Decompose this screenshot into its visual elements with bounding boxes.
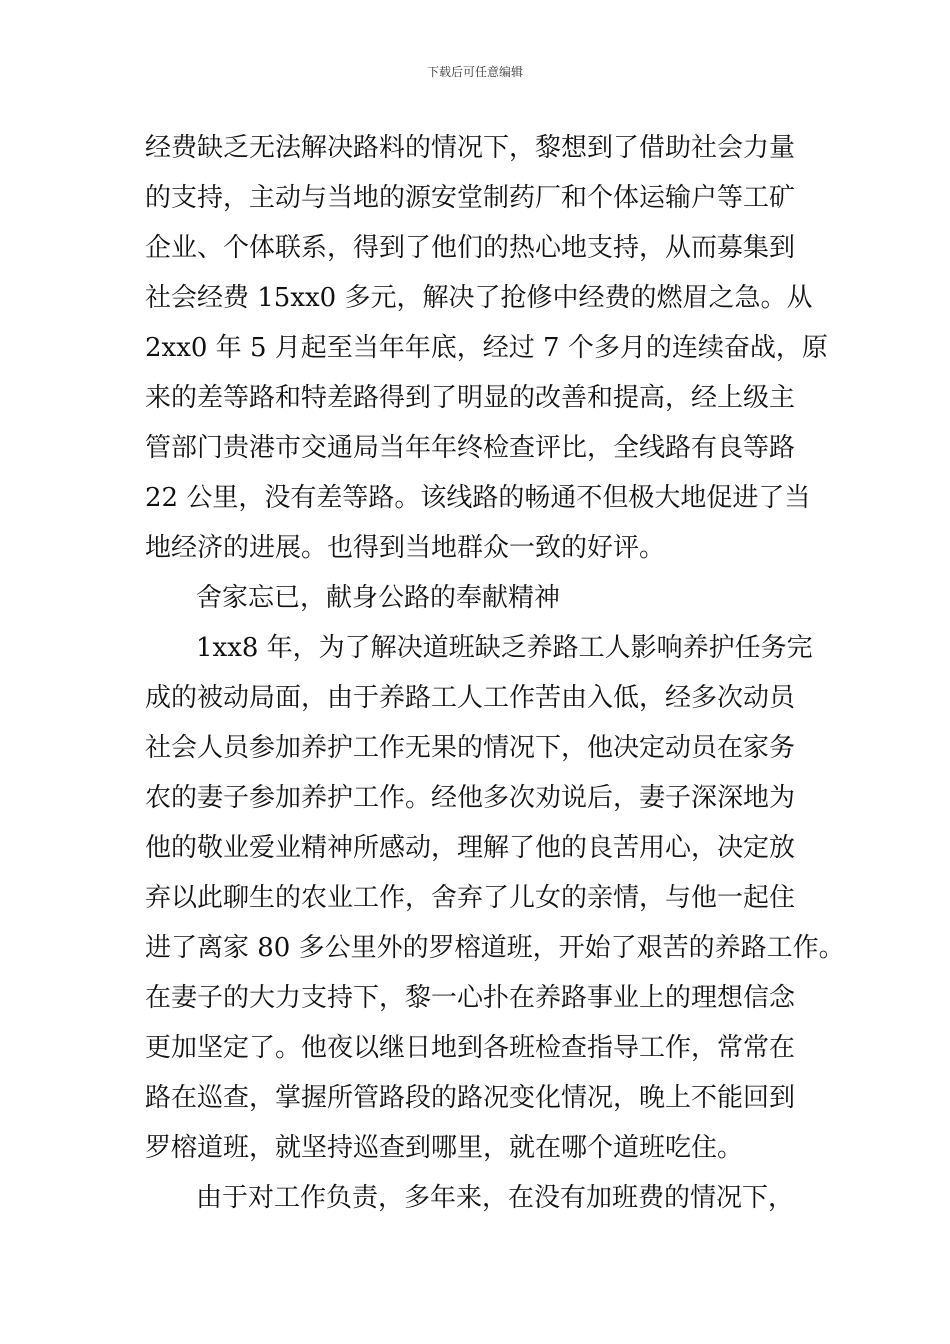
body-line: 由于对工作负责，多年来，在没有加班费的情况下， <box>196 1183 795 1213</box>
body-line: 社会经费 15xx0 多元，解决了抢修中经费的燃眉之急。从 <box>145 283 813 313</box>
body-line: 1xx8 年，为了解决道班缺乏养路工人影响养护任务完 <box>196 633 813 663</box>
body-line: 来的差等路和特差路得到了明显的改善和提高，经上级主 <box>145 383 796 413</box>
body-line: 他的敬业爱业精神所感动，理解了他的良苦用心，决定放 <box>145 833 796 863</box>
body-line: 成的被动局面，由于养路工人工作苦由入低，经多次动员 <box>145 683 796 713</box>
body-line: 在妻子的大力支持下，黎一心扑在养路事业上的理想信念 <box>145 983 796 1013</box>
body-line: 弃以此聊生的农业工作，舍弃了儿女的亲情，与他一起住 <box>145 883 796 913</box>
body-line: 进了离家 80 多公里外的罗榕道班，开始了艰苦的养路工作。 <box>145 933 845 963</box>
body-line: 路在巡查，掌握所管路段的路况变化情况，晚上不能回到 <box>145 1083 796 1113</box>
page-header: 下载后可任意编辑 <box>426 65 523 79</box>
section-heading: 舍家忘已，献身公路的奉献精神 <box>196 583 561 613</box>
body-line: 的支持，主动与当地的源安堂制药厂和个体运输户等工矿 <box>145 183 796 213</box>
body-line: 经费缺乏无法解决路料的情况下，黎想到了借助社会力量 <box>145 133 796 163</box>
body-line: 农的妻子参加养护工作。经他多次劝说后，妻子深深地为 <box>145 783 796 813</box>
body-line: 2xx0 年 5 月起至当年年底，经过 7 个多月的连续奋战，原 <box>145 333 828 363</box>
body-line: 地经济的进展。也得到当地群众一致的好评。 <box>145 533 666 563</box>
body-line: 社会人员参加养护工作无果的情况下，他决定动员在家务 <box>145 733 796 763</box>
body-line: 管部门贵港市交通局当年年终检查评比，全线路有良等路 <box>145 433 796 463</box>
body-line: 罗榕道班，就坚持巡查到哪里，就在哪个道班吃住。 <box>145 1133 744 1163</box>
body-line: 企业、个体联系，得到了他们的热心地支持，从而募集到 <box>145 233 796 263</box>
body-line: 更加坚定了。他夜以继日地到各班检查指导工作，常常在 <box>145 1033 796 1063</box>
body-line: 22 公里，没有差等路。该线路的畅通不但极大地促进了当 <box>145 483 811 513</box>
